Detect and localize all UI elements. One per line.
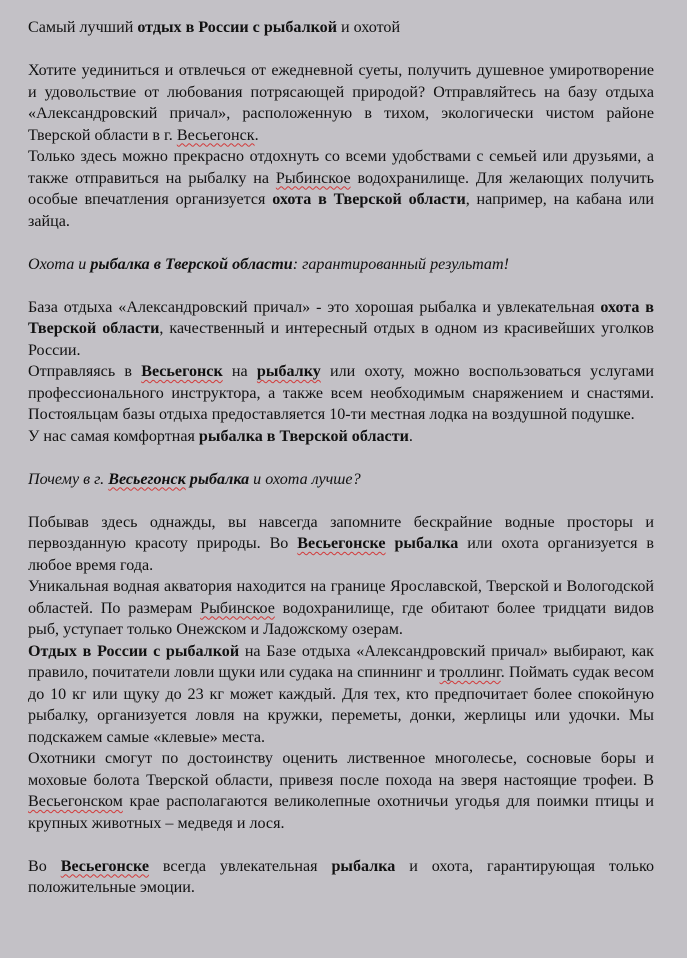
town-name: Весьегонске [60, 857, 149, 875]
town-name: Весьегонск [176, 126, 255, 144]
text-run: . [254, 126, 259, 144]
document-body [28, 17, 654, 899]
text-run: Хотите уединиться и отвлечься от ежедневной суеты, получить душевное умиротворение и удовольствие от любования потрясающей природой? Отправляйтесь на базу отдыха «Александровский причал», расположенную в тихом, экологически чистом районе Тверской области в г. [28, 62, 654, 144]
heading-2 [28, 469, 654, 491]
spacer [28, 275, 654, 297]
text-run: Во [28, 857, 61, 875]
text-run: или охота организуется в любое время года. [28, 535, 654, 574]
section2-paragraph-1 [28, 512, 654, 577]
spacer [28, 39, 654, 61]
keyword-bold: рыбалка [385, 535, 459, 552]
text-run: У нас самая комфортная [28, 427, 199, 445]
intro-paragraph-1 [28, 60, 654, 146]
heading-1 [28, 254, 654, 276]
keyword-bold: охота в Тверской области [28, 298, 654, 337]
title-text: Самый лучший [28, 19, 138, 36]
text-run: . [408, 427, 413, 445]
keyword-bold: рыбалка [185, 470, 250, 488]
section2-paragraph-3 [28, 641, 654, 749]
text-run: на [222, 363, 257, 380]
keyword-bold: рыбалка в Тверской области [198, 427, 409, 445]
section1-paragraph-1 [28, 297, 654, 362]
reservoir-name: Рыбинское [275, 169, 351, 187]
town-name: Весьегонском [28, 793, 123, 810]
text-run: Отправляясь в [28, 363, 142, 380]
spacer [28, 490, 654, 512]
title-bold: отдых в России с рыбалкой [137, 19, 338, 36]
text-run: Охотники смогут по достоинству оценить лиственное многолесье, сосновые боры и моховые болота Тверской области, привезя после похода на зверя настоящие трофеи. В [28, 750, 654, 789]
keyword-bold: рыбалку [256, 363, 321, 380]
text-run: : гарантированный результат! [292, 255, 509, 273]
town-name: Весьегонск [141, 363, 223, 380]
text-run: на Базе отдыха «Александровский причал» выбирают, как правило, почитатели ловли щуки или судака на спиннинг и [28, 642, 654, 681]
keyword-bold: рыбалка в Тверской области [90, 255, 293, 273]
section2-paragraph-4 [28, 748, 654, 834]
text-run: всегда увлекательная [148, 857, 332, 875]
spacer [28, 834, 654, 856]
keyword-bold: Отдых в России с рыбалкой [28, 642, 240, 660]
reservoir-name: Рыбинское [200, 599, 275, 617]
text-run: Охота и [28, 255, 91, 273]
spacer [28, 232, 654, 254]
text-run: или охоту, можно воспользоваться услугами профессионального инструктора, а также всем необходимым снаряжением и снастями. Постояльцам базы отдыха предоставляется 10-ти местная лодка на воздушной подушке. [28, 363, 654, 423]
text-run: Уникальная водная акватория находится на границе Ярославской, Тверской и Вологодской областей. По размерам [28, 578, 654, 617]
text-run: и охота, гарантирующая только положительные эмоции. [28, 857, 654, 896]
page-title [28, 17, 654, 39]
section2-paragraph-2 [28, 576, 654, 641]
town-name: Весьегонске [297, 535, 386, 552]
text-run: Побывав здесь однажды, вы навсегда запомните бескрайние водные просторы и первозданную красоту природы. Во [28, 513, 654, 552]
title-text-end: и охотой [337, 19, 401, 36]
text-run: Почему в г. [28, 470, 109, 488]
text-run: водохранилище, где обитают более тридцати видов рыб, уступает только Онежском и Ладожскому озерам. [28, 599, 654, 638]
keyword-bold: охота в Тверской области [272, 191, 466, 208]
text-run: База отдыха «Александровский причал» - это хорошая рыбалка и увлекательная [28, 298, 601, 316]
section1-paragraph-2 [28, 361, 654, 426]
section1-paragraph-3 [28, 426, 654, 448]
text-run: , например, на кабана или зайца. [28, 191, 654, 230]
trolling-word: троллинг [439, 664, 501, 681]
town-name: Весьегонск [108, 470, 186, 488]
keyword-bold: рыбалка [331, 857, 396, 875]
text-run: . Поймать судак весом до 10 кг или щуку до 23 кг может каждый. Для тех, кто предпочитает более спокойную рыбалку, организуется ловля на кружки, переметы, донки, жерлицы или удочки. Мы подскажем самые «клевые» места. [28, 664, 654, 746]
closing-paragraph [28, 856, 654, 899]
text-run: и охота лучше? [249, 470, 361, 488]
text-run: крае располагаются великолепные охотничьи угодья для поимки птицы и крупных животных – медведя и лося. [28, 793, 654, 832]
text-run: , качественный и интересный отдых в одном из красивейших уголков России. [28, 320, 654, 359]
text-run: Только здесь можно прекрасно отдохнуть со всеми удобствами с семьей или друзьями, а также отправиться на рыбалку на [28, 148, 654, 187]
spacer [28, 447, 654, 469]
text-run: водохранилище. Для желающих получить особые впечатления организуется [28, 169, 654, 208]
intro-paragraph-2 [28, 146, 654, 232]
